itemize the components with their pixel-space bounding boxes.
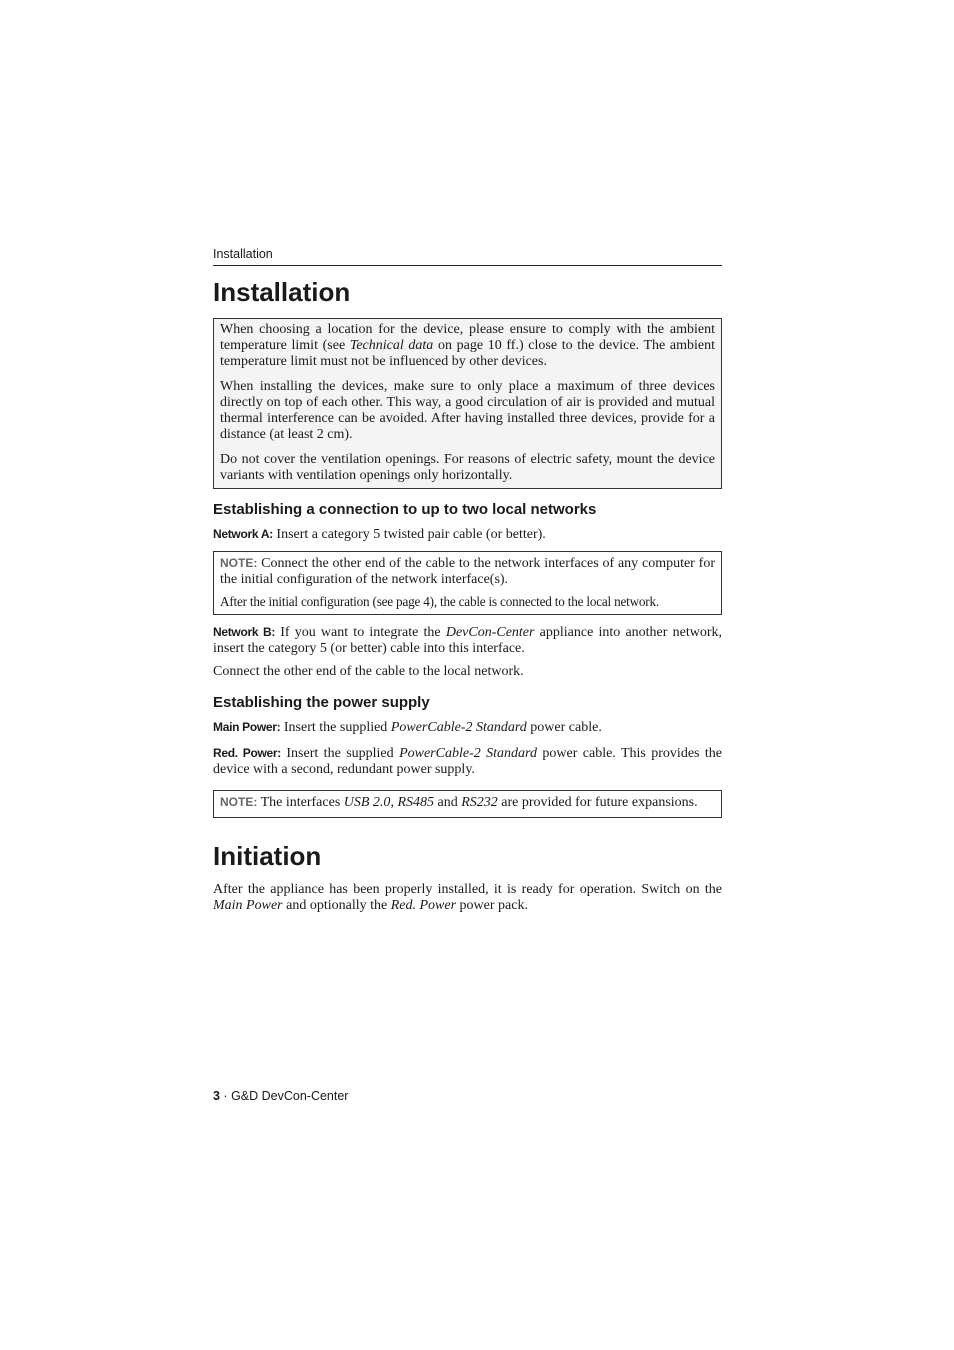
installation-info-box	[213, 318, 722, 489]
temperature-paragraph: When choosing a location for the device, please ensure to comply with the ambient temperature limit (see Technical data on page 10 ff.) close to the device. The ambient temperature limit must not be influenced by other devices.	[220, 322, 716, 369]
rs232-interface-name: RS232	[461, 795, 498, 810]
network-note-box	[213, 551, 722, 615]
network-a-label: Network A:	[213, 527, 273, 541]
technical-data-link-text: Technical data	[349, 338, 434, 353]
interfaces-note-paragraph: NOTE: The interfaces USB 2.0, RS485 and RS232 are provided for future expansions.	[220, 795, 698, 810]
network-note-paragraph: NOTE: Connect the other end of the cable to the network interfaces of any computer for the initial configuration of the network interface(s).	[220, 556, 715, 587]
main-power-name: Main Power	[213, 898, 283, 913]
network-heading: Establishing a connection to up to two local networks	[213, 501, 597, 518]
interfaces-note-box	[213, 790, 722, 818]
note-label: NOTE:	[220, 795, 258, 809]
powercable-name: PowerCable-2 Standard	[399, 746, 537, 761]
powercable-name: PowerCable-2 Standard	[390, 720, 527, 735]
network-a-paragraph: Network A: Insert a category 5 twisted pair cable (or better).	[213, 527, 546, 542]
network-b-label: Network B:	[213, 625, 276, 639]
page-content	[213, 246, 722, 921]
main-power-label: Main Power:	[213, 720, 281, 734]
installation-title: Installation	[213, 277, 351, 307]
stacking-paragraph: When installing the devices, make sure to only place a maximum of three devices directly on top of each other. This way, a good circulation of air is provided and mutual thermal interference can be avoided. After having installed three devices, provide for a distance (at least 2 cm).	[220, 379, 715, 442]
connect-other-paragraph: Connect the other end of the cable to the local network.	[213, 664, 524, 679]
network-b-paragraph: Network B: If you want to integrate the DevCon-Center appliance into another network, insert the category 5 (or better) cable into this interface.	[213, 625, 722, 656]
red-power-label: Red. Power:	[213, 746, 281, 760]
footer-separator: ·	[219, 1089, 232, 1103]
initial-config-paragraph: After the initial configuration (see page 4), the cable is connected to the local network.	[220, 594, 659, 609]
ventilation-paragraph: Do not cover the ventilation openings. For reasons of electric safety, mount the device variants with ventilation openings only horizontally.	[220, 452, 715, 483]
rs485-interface-name: RS485	[397, 795, 434, 810]
main-power-paragraph: Main Power: Insert the supplied PowerCable-2 Standard power cable.	[213, 720, 602, 735]
usb-interface-name: USB 2.0	[343, 795, 391, 810]
red-power-name: Red. Power	[390, 898, 457, 913]
footer-title: G&D DevCon-Center	[231, 1089, 349, 1103]
power-heading: Establishing the power supply	[213, 694, 430, 711]
note-label: NOTE:	[220, 556, 258, 570]
initiation-title: Initiation	[213, 841, 322, 871]
page-number: 3	[213, 1089, 220, 1103]
running-header: Installation	[213, 246, 722, 266]
page-footer	[213, 1088, 348, 1104]
devcon-center-name: DevCon-Center	[445, 625, 535, 640]
initiation-paragraph: After the appliance has been properly installed, it is ready for operation. Switch on the Main Power and optionally the Red. Power power pack.	[213, 882, 722, 913]
red-power-paragraph: Red. Power: Insert the supplied PowerCable-2 Standard power cable. This provides the device with a second, redundant power supply.	[213, 746, 722, 777]
